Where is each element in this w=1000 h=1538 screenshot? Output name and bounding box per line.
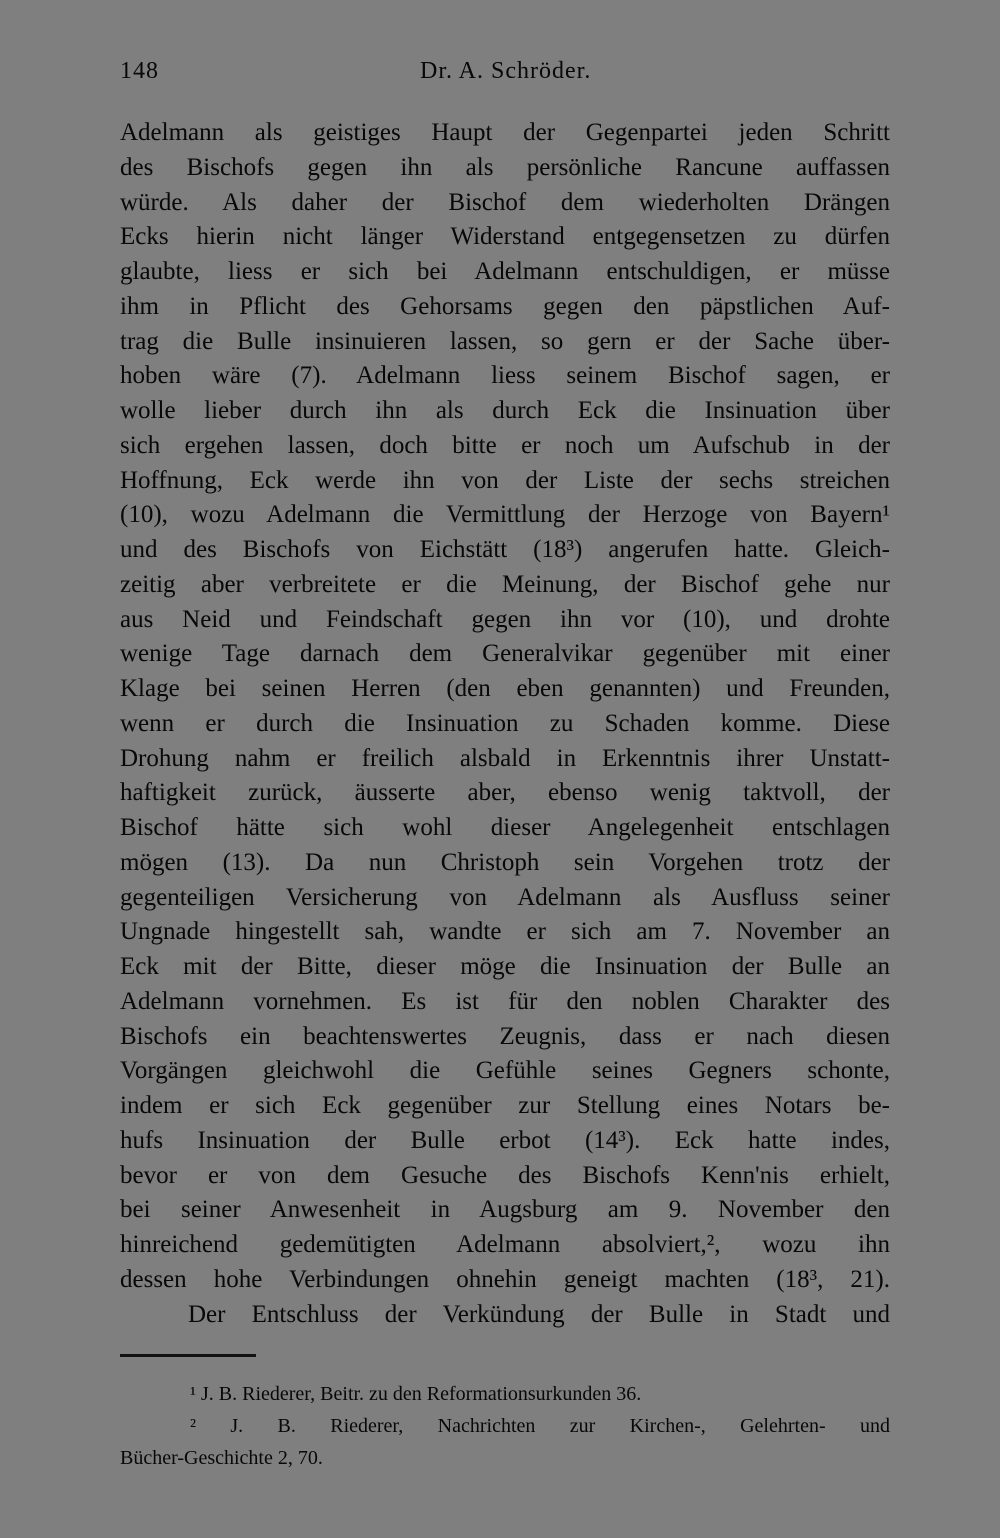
text-line: Bischof hätte sich wohl dieser Angelegenheit entschlagen — [120, 814, 890, 841]
text-line: Adelmann als geistiges Haupt der Gegenpartei jeden Schritt — [120, 119, 890, 146]
footnotes — [120, 1378, 890, 1474]
page-header — [120, 58, 890, 94]
text-line: dessen hohe Verbindungen ohnehin geneigt machten (18³, 21). — [120, 1265, 890, 1293]
text-line: Adelmann vornehmen. Es ist für den noblen Charakter des — [120, 987, 890, 1015]
text-line: würde. Als daher der Bischof dem wiederholten Drängen — [120, 188, 890, 216]
text-line: Hoffnung, Eck werde ihn von der Liste der sechs streichen — [120, 466, 890, 494]
text-line: trag die Bulle insinuieren lassen, so gern er der Sache über- — [120, 327, 890, 355]
footnote-2: ² J. B. Riederer, Nachrichten zur Kirchen-, Gelehrten- und — [190, 1415, 890, 1437]
paragraph-start-line: Der Entschluss der Verkündung der Bulle in Stadt und — [188, 1300, 890, 1328]
text-line: hoben wäre (7). Adelmann liess seinem Bischof sagen, er — [120, 362, 890, 390]
text-line: bei seiner Anwesenheit in Augsburg am 9. November den — [120, 1196, 890, 1224]
page-number: 148 — [120, 58, 159, 84]
text-line: des Bischofs gegen ihn als persönliche Rancune auffassen — [120, 153, 890, 181]
body-text — [120, 116, 890, 1332]
text-line: hufs Insinuation der Bulle erbot (14³). Eck hatte indes, — [120, 1126, 890, 1154]
text-line: bevor er von dem Gesuche des Bischofs Kenn'nis erhielt, — [120, 1161, 890, 1189]
text-line: glaubte, liess er sich bei Adelmann entschuldigen, er müsse — [120, 258, 890, 285]
text-line: Ecks hierin nicht länger Widerstand entgegensetzen zu dürfen — [120, 223, 890, 251]
text-line: gegenteiligen Versicherung von Adelmann als Ausfluss seiner — [120, 883, 890, 911]
text-line: mögen (13). Da nun Christoph sein Vorgehen trotz der — [120, 848, 890, 876]
text-line: haftigkeit zurück, äusserte aber, ebenso wenig taktvoll, der — [120, 779, 890, 807]
text-line: wenige Tage darnach dem Generalvikar gegenüber mit einer — [120, 640, 890, 668]
text-line: Eck mit der Bitte, dieser möge die Insinuation der Bulle an — [120, 953, 890, 980]
footnote-divider — [120, 1354, 256, 1357]
text-line: Vorgängen gleichwohl die Gefühle seines Gegners schonte, — [120, 1057, 890, 1085]
text-line: ihm in Pflicht des Gehorsams gegen den päpstlichen Auf- — [120, 292, 890, 320]
footnote-2-continued: Bücher-Geschichte 2, 70. — [120, 1447, 323, 1469]
text-line: (10), wozu Adelmann die Vermittlung der Herzoge von Bayern¹ — [120, 501, 890, 529]
text-line: indem er sich Eck gegenüber zur Stellung eines Notars be- — [120, 1092, 890, 1119]
text-line: und des Bischofs von Eichstätt (18³) angerufen hatte. Gleich- — [120, 536, 890, 563]
text-line: sich ergehen lassen, doch bitte er noch um Aufschub in der — [120, 431, 890, 459]
text-line: zeitig aber verbreitete er die Meinung, der Bischof gehe nur — [120, 570, 890, 598]
text-line: hinreichend gedemütigten Adelmann absolviert,², wozu ihn — [120, 1231, 890, 1258]
text-line: Drohung nahm er freilich alsbald in Erkenntnis ihrer Unstatt- — [120, 744, 890, 772]
text-line: Bischofs ein beachtenswertes Zeugnis, dass er nach diesen — [120, 1022, 890, 1050]
footnote-1: ¹ J. B. Riederer, Beitr. zu den Reformationsurkunden 36. — [190, 1383, 642, 1405]
text-line: wenn er durch die Insinuation zu Schaden komme. Diese — [120, 709, 890, 737]
text-line: Ungnade hingestellt sah, wandte er sich am 7. November an — [120, 918, 890, 946]
running-title: Dr. A. Schröder. — [420, 58, 592, 84]
text-line: wolle lieber durch ihn als durch Eck die Insinuation über — [120, 397, 890, 424]
text-line: aus Neid und Feindschaft gegen ihn vor (10), und drohte — [120, 605, 890, 633]
text-line: Klage bei seinen Herren (den eben genannten) und Freunden, — [120, 675, 890, 702]
